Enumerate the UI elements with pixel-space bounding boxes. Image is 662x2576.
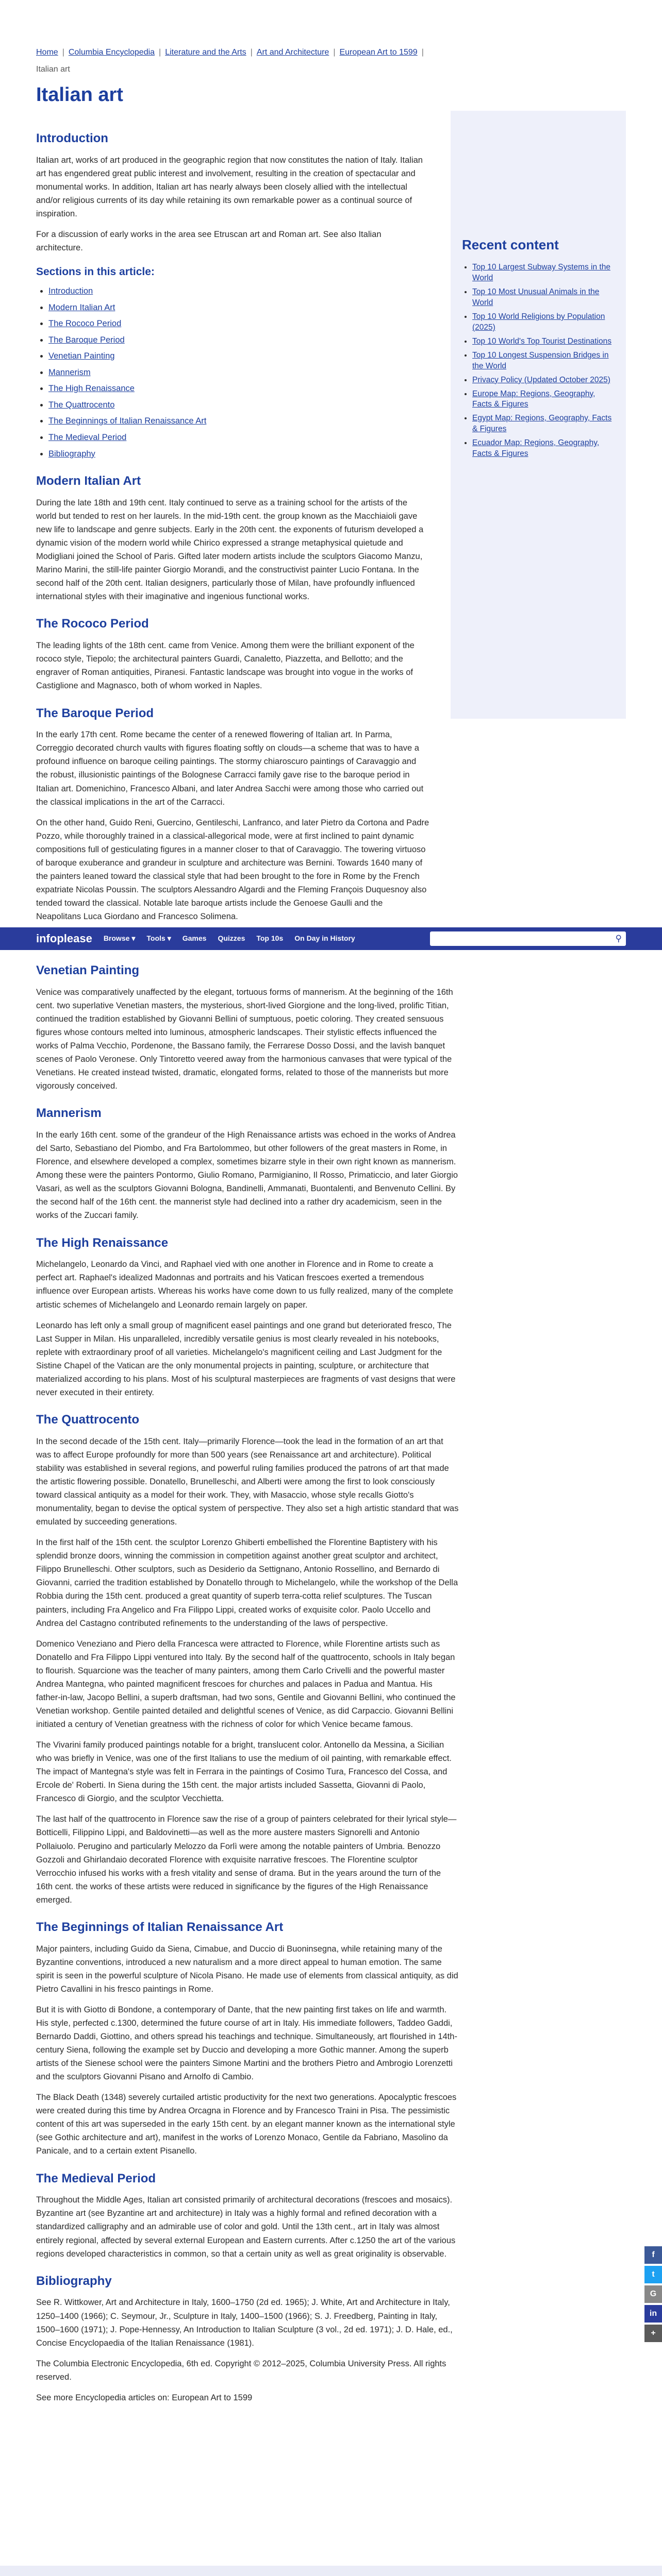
- section-heading: Modern Italian Art: [36, 474, 141, 488]
- section-paragraph: During the late 18th and 19th cent. Italy continued to serve as a training school for the artists of the world but tended to rest on her laurels. In the mid-19th cent. the group known as the Macchiaioli gave new life to landscape and genre subjects. Early in the 20th cent. the exponents of futurism developed a dynamic vision of the modern world while Chirico expressed a strange metaphysical quietude and Modigliani joined the School of Paris. Gifted later modern artists include the sculptors Giacomo Manzu, Marino Marini, the still-life painter Giorgio Morandi, and the constructivist painter Lucio Fontana. In the second half of the 20th cent. Italian designers, particularly those of Milan, have profoundly influenced international styles with their imaginative and ingenious functional works.: [36, 498, 424, 602]
- breadcrumb-columbia[interactable]: Columbia Encyclopedia: [68, 48, 155, 57]
- toc-link[interactable]: The Beginnings of Italian Renaissance Art: [48, 416, 207, 426]
- toc-link[interactable]: Introduction: [48, 286, 93, 296]
- section-heading: The Beginnings of Italian Renaissance Art: [36, 1920, 284, 1934]
- linkedin-icon[interactable]: in: [644, 2305, 662, 2323]
- section-paragraph: Domenico Veneziano and Piero della Francesca were attracted to Florence, while Florentine artists such as Donatello and Fra Filippo Lippi ventured into Italy. By the second half of the quattrocento, schools in Italy began to flourish. Squarcione was the teacher of many painters, among them Carlo Crivelli and the powerful master Andrea Mantegna, who painted magnificent frescoes for churches and palaces in Padua and Mantua. His father-in-law, Jacopo Bellini, a superb draftsman, had two sons, Gentile and Giovanni Bellini, who continued the Venetian workshop. Gentile painted detailed and delightful scenes of Venice, as did Carpaccio. Giovanni Bellini initiated a century of Venetian greatness with the richness of color for which Venice became famous.: [36, 1639, 456, 1729]
- footer: [0, 2566, 662, 2576]
- toc-link[interactable]: Modern Italian Art: [48, 302, 115, 312]
- section-paragraph: In the early 16th cent. some of the grandeur of the High Renaissance artists was echoed in the works of Andrea del Sarto, Sebastiano del Piombo, and Fra Bartolommeo, but other followers of the great masters in Rome, in Florence, and elsewhere developed a complex, sometimes bizarre style in their own right known as mannerism. Among these were the painters Pontormo, Giulio Romano, Parmigianino, Il Rosso, Primaticcio, and later Giorgio Vasari, as well as the sculptors Giovanni Bologna, Bandinelli, Ammanati, Buontalenti, and Benvenuto Cellini. By the second half of the 16th cent. the mannerist style had declined into a rather dry academicism, seen in the works of the Zuccari family.: [36, 1130, 458, 1221]
- section-heading: Venetian Painting: [36, 963, 140, 977]
- breadcrumb-current: Italian art: [36, 64, 70, 74]
- site-logo[interactable]: infoplease: [36, 931, 92, 945]
- recent-content-link[interactable]: Top 10 Longest Suspension Bridges in the World: [472, 350, 609, 370]
- chevron-down-icon: ▾: [167, 934, 171, 943]
- section-paragraph: The Columbia Electronic Encyclopedia, 6th ed. Copyright © 2012–2025, Columbia University Press. All rights reserved.: [36, 2359, 446, 2382]
- toc-heading: Sections in this article:: [36, 266, 155, 278]
- section-paragraph: The Black Death (1348) severely curtailed artistic productivity for the next two generations. Apocalyptic frescoes were created during this time by Andrea Orcagna in Florence and by Francesco Traini in Pisa. The pessimistic content of this art was superseded in the early 15th cent. by an elegant manner known as the international style (see Gothic architecture and art), manifest in the works of Lorenzo Monaco, Gentile da Fabriano, Masolino da Panicale, and to a certain extent Pisanello.: [36, 2093, 457, 2156]
- toc-link[interactable]: The Rococo Period: [48, 319, 122, 329]
- section-heading: The Rococo Period: [36, 617, 149, 631]
- chevron-down-icon: ▾: [131, 934, 136, 943]
- toc-link[interactable]: The Quattrocento: [48, 400, 115, 410]
- section-paragraph: Michelangelo, Leonardo da Vinci, and Raphael vied with one another in Florence and in Rome to create a perfect art. Raphael's idealized Madonnas and portraits and his Vatican frescoes exerted a tremendous influence over European artists. Whereas his works have come down to us fully realized, many of the complete artistic schemes of Michelangelo and Leonardo remain largely on paper.: [36, 1260, 453, 1310]
- section-paragraph: The last half of the quattrocento in Florence saw the rise of a group of painters celebrated for their lyrical style—Botticelli, Filippino Lippi, and Baldovinetti—as well as the more austere masters Signorelli and Antonio Pollaiuolo. Perugino and particularly Melozzo da Forlì were among the notable painters of Umbria. Benozzo Gozzoli and Ghirlandaio decorated Florence with exquisite narrative frescoes. The Florentine sculptor Verrocchio infused his works with a fresh vitality and sense of drama. But in the years around the turn of the 16th cent. the works of these artists were reduced in significance by the figures of the High Renaissance emerged.: [36, 1815, 457, 1905]
- recent-content-link[interactable]: Top 10 Most Unusual Animals in the World: [472, 287, 600, 308]
- intro-paragraph: Italian art, works of art produced in the geographic region that now constitutes the nation of Italy. Italian art has engendered great public interest and involvement, resulting in the creation of spectacular and monumental works. In addition, Italian art has nearly always been closely allied with the intellectual and/or religious currents of its day while retaining its own remarkable power as a continual source of inspiration.: [36, 155, 423, 219]
- sidebar: [451, 46, 626, 930]
- recent-content-link[interactable]: Top 10 World Religions by Population (2025): [472, 312, 605, 332]
- recent-content-link[interactable]: Europe Map: Regions, Geography, Facts & Figures: [472, 389, 595, 409]
- section-heading: Mannerism: [36, 1106, 102, 1121]
- search-icon[interactable]: ⚲: [615, 933, 622, 943]
- section-paragraph: See R. Wittkower, Art and Architecture in Italy, 1600–1750 (2d ed. 1965); J. White, Art and Architecture in Italy, 1250–1400 (1966); C. Seymour, Jr., Sculpture in Italy, 1400–1500 (1966); S. J. Freedberg, Painting in Italy, 1500–1600 (1971); J. Pope-Hennessy, An Introduction to Italian Sculpture (3 vol., 2d ed. 1971); J. D. Hale, ed., Concise Encyclopaedia of the Italian Renaissance (1981).: [36, 2298, 453, 2348]
- recent-content-link[interactable]: Top 10 World's Top Tourist Destinations: [472, 336, 612, 346]
- section-paragraph: In the first half of the 15th cent. the sculptor Lorenzo Ghiberti embellished the Florentine Baptistery with his splendid bronze doors, winning the commission in competition against another great sculptor and architect, Filippo Brunelleschi. Other sculptors, such as Desiderio da Settignano, Antonio Rossellino, and Bernardo di Giovanni, carried the tradition established by Donatello through to Michelangelo, while the workshop of the Della Robbia during the 15th cent. produced a great quantity of superb terra-cotta relief sculptures. The Tuscan painters, including Fra Angelico and Fra Filippo Lippi, created works of exquisite color. Paolo Uccello and Andrea del Castagno contributed refinements to the understanding of the laws of perspective.: [36, 1538, 458, 1628]
- section-paragraph: See more Encyclopedia articles on: European Art to 1599: [36, 2393, 253, 2402]
- breadcrumb-european-art[interactable]: European Art to 1599: [339, 48, 418, 57]
- section-paragraph: On the other hand, Guido Reni, Guercino, Gentileschi, Lanfranco, and later Pietro da Cortona and Padre Pozzo, while thoroughly trained in a classical-allegorical mode, were at first inclined to paint dynamic compositions full of gesticulating figures in a manner closer to that of Caravaggio. The towering virtuoso of baroque exuberance and grandeur in sculpture and architecture was Bernini. Towards 1640 many of the painters leaned toward the classical style that had been brought to the fore in Rome by the French expatriate Nicolas Poussin. The sculptors Alessandro Algardi and the Fleming François Duquesnoy also tended toward the classical. Notable late baroque artists include the Genoese Gaulli and the Neapolitans Luca Giordano and Francesco Solimena.: [36, 818, 429, 922]
- recent-content-link[interactable]: Top 10 Largest Subway Systems in the World: [472, 263, 610, 283]
- twitter-icon[interactable]: t: [644, 2266, 662, 2283]
- recent-content-link[interactable]: Privacy Policy (Updated October 2025): [472, 375, 610, 384]
- recent-content-link[interactable]: Ecuador Map: Regions, Geography, Facts & Figures: [472, 438, 600, 459]
- toc-link[interactable]: Bibliography: [48, 449, 95, 459]
- section-heading: The Medieval Period: [36, 2171, 156, 2185]
- breadcrumb-home[interactable]: Home: [36, 48, 58, 57]
- nav-browse[interactable]: Browse ▾: [104, 933, 136, 944]
- nav-day-in-history[interactable]: On Day in History: [294, 934, 355, 943]
- section-paragraph: The leading lights of the 18th cent. came from Venice. Among them were the brilliant exponent of the rococo style, Tiepolo; the architectural painters Guardi, Canaletto, Piazzetta, and Bellotto; and the engraver of Roman antiquities, Piranesi. Fantastic landscape was brought into vogue in the works of Castiglione and Magnasco, both of whom worked in Naples.: [36, 641, 415, 691]
- section-paragraph: In the early 17th cent. Rome became the center of a renewed flowering of Italian art. In Parma, Correggio decorated church vaults with figures floating softly on clouds—a scheme that was to have a profound influence on baroque ceiling paintings. The stormy chiaroscuro paintings of Caravaggio and the robust, illusionistic paintings of the Bolognese Carracci family gave rise to the baroque period in Italian art. Domenichino, Francesco Albani, and later Andrea Sacchi were among those who carried out the classical implications in the art of the Carracci.: [36, 730, 424, 807]
- section-paragraph: But it is with Giotto di Bondone, a contemporary of Dante, that the new painting first takes on life and warmth. His style, perfected c.1300, determined the future course of art in Italy. His immediate followers, Taddeo Gaddi, Bernardo Daddi, Giottino, and others spread his teachings and technique. Simultaneously, art flourished in 14th-century Siena, following the example set by Duccio and developing a more Gothic manner. Among the superb artists of the Sienese school were the painters Simone Martini and the brothers Pietro and Ambrogio Lorenzetti and the sculptors Giovanni Pisano and Arnolfo di Cambio.: [36, 2005, 457, 2082]
- recent-content-box: [451, 111, 626, 719]
- breadcrumb-literature[interactable]: Literature and the Arts: [165, 48, 246, 57]
- article-sections-bottom: [36, 950, 459, 2412]
- sticky-nav-bar: [0, 927, 662, 950]
- breadcrumb-art-architecture[interactable]: Art and Architecture: [256, 48, 329, 57]
- section-paragraph: Major painters, including Guido da Siena, Cimabue, and Duccio di Buoninsegna, while retaining many of the Byzantine conventions, introduced a new naturalism and a more direct appeal to human emotion. The same spirit is seen in the powerful sculpture of Nicola Pisano. He made use of elements from classical antiquity, as did Pietro Cavallini in his fresco paintings in Rome.: [36, 1944, 458, 1994]
- section-heading: Bibliography: [36, 2274, 112, 2288]
- section-paragraph: In the second decade of the 15th cent. Italy—primarily Florence—took the lead in the formation of an art that was to affect Europe profoundly for more than 500 years (see Renaissance art and architecture). Political stability was established in several regions, and powerful ruling families produced the patrons of art that made the artistic flowering possible. Donatello, Brunelleschi, and Alberti were among the first to look consciously toward classical antiquity as a model for their work. They, with Masaccio, whose style recalls Giotto's monumentality, began to devise the optical system of perspective. They also set a high artistic standard that was emulated by succeeding generations.: [36, 1436, 459, 1527]
- page-title: Italian art: [36, 83, 123, 106]
- toc-link[interactable]: Mannerism: [48, 367, 91, 377]
- nav-top10s[interactable]: Top 10s: [256, 934, 284, 943]
- article-sections-top: [36, 474, 430, 923]
- toc-link[interactable]: The Baroque Period: [48, 335, 125, 345]
- nav-tools[interactable]: Tools ▾: [146, 933, 171, 944]
- section-paragraph: Leonardo has left only a small group of magnificent easel paintings and one grand but deteriorated fresco, The Last Supper in Milan. His unparalleled, incredibly versatile genius is most clearly revealed in his notebooks, replete with extraordinary proof of all varieties. Michelangelo's magnificent ceiling and Last Judgment for the Sistine Chapel of the Vatican are the only monumental projects in painting, sculpture, or architecture that materialized according to his plans. Most of his sculptural masterpieces are fragments of vast designs that were never executed in their entirety.: [36, 1320, 456, 1397]
- nav-games[interactable]: Games: [182, 934, 207, 943]
- section-paragraph: Venice was comparatively unaffected by the elegant, tortuous forms of mannerism. At the beginning of the 16th cent. two superlative Venetian masters, the mysterious, short-lived Giorgione and the long-lived, prolific Titian, continued the tradition established by Giovanni Bellini of sumptuous, poetic coloring. They created sensuous figures whose contours melted into luminous, atmospheric landscapes. Their stylistic effects influenced the works of Palma Vecchio, Pordenone, the Bassano family, the Ferrarese Dosso Dossi, and the lavish banquet scenes of Paolo Veronese. Only Tintoretto veered away from the harmonious canvases that were typical of the Venetians. He created instead twisted, dramatic, elongated forms, related to those of the mannerists but more vigorously conceived.: [36, 987, 453, 1091]
- toc-link[interactable]: The High Renaissance: [48, 384, 135, 394]
- toc-link[interactable]: The Medieval Period: [48, 433, 127, 443]
- search-input[interactable]: [430, 931, 626, 946]
- social-share-bar: [644, 2246, 662, 2342]
- section-heading-introduction: Introduction: [36, 131, 108, 146]
- section-heading: The High Renaissance: [36, 1235, 169, 1250]
- section-paragraph: Throughout the Middle Ages, Italian art consisted primarily of architectural decorations (frescoes and mosaics). Byzantine art (see Byzantine art and architecture) in Italy was a highly formal and refined decoration with a standardized calligraphy and an admirable use of color and gold. Until the 13th cent., art in Italy was almost entirely regional, affected by several external European and Eastern currents. After c.1250 the art of the various regions developed characteristics in common, so that a certain unity as well as great originality is observable.: [36, 2195, 456, 2259]
- recent-content-heading: Recent content: [462, 237, 559, 252]
- section-heading: The Quattrocento: [36, 1412, 140, 1427]
- google-icon[interactable]: G: [644, 2285, 662, 2303]
- recent-content-link[interactable]: Egypt Map: Regions, Geography, Facts & Figures: [472, 414, 612, 434]
- share-icon[interactable]: +: [644, 2325, 662, 2342]
- facebook-icon[interactable]: f: [644, 2246, 662, 2264]
- toc-link[interactable]: Venetian Painting: [48, 351, 115, 361]
- breadcrumb: Home | Columbia Encyclopedia | Literature and the Arts | Art and Architecture | European Art to 1599 | Italian art: [36, 46, 430, 76]
- table-of-contents: [36, 285, 430, 461]
- nav-quizzes[interactable]: Quizzes: [218, 934, 245, 943]
- section-heading: The Baroque Period: [36, 706, 154, 720]
- section-paragraph: The Vivarini family produced paintings notable for a bright, translucent color. Antonello da Messina, a Sicilian who was briefly in Venice, was one of the first Italians to use the medium of oil painting, with remarkable effect. The impact of Mantegna's style was felt in Ferrara in the paintings of Cosimo Tura, Francesco del Cossa, and Ercole de' Roberti. In Siena during the 15th cent. the major artists included Sassetta, Giovanni di Paolo, Francesco di Giorgio, and the sculptor Vecchietta.: [36, 1740, 452, 1804]
- intro-paragraph-see-also: For a discussion of early works in the area see Etruscan art and Roman art. See also Italian architecture.: [36, 230, 382, 253]
- main-content: [36, 46, 430, 930]
